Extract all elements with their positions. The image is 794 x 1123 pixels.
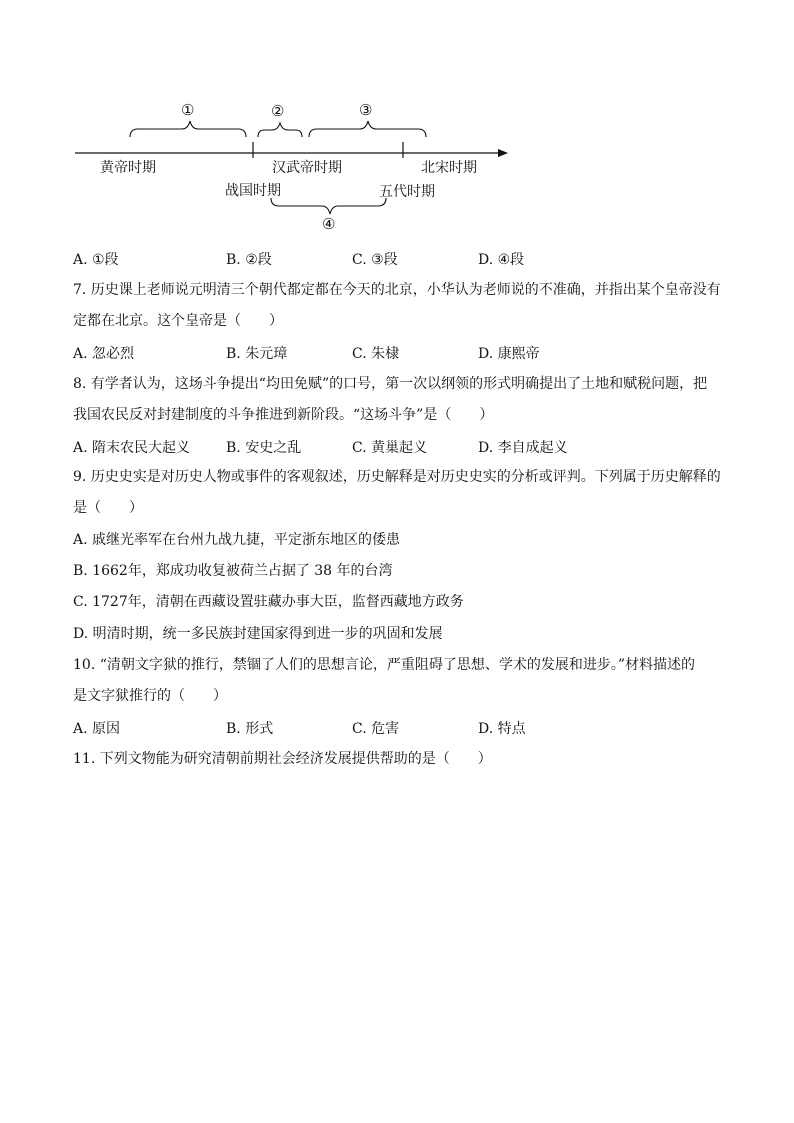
q9-option-b[interactable]: B. 1662年，郑成功收复被荷兰占据了 38 年的台湾 <box>73 563 393 579</box>
q9-option-c[interactable]: C. 1727年，清朝在西藏设置驻藏办事大臣，监督西藏地方政务 <box>73 594 464 610</box>
q10-stem-line2: 是文字狱推行的（ ） <box>73 688 227 704</box>
q9-option-a[interactable]: A. 戚继光率军在台州九战九捷，平定浙东地区的倭患 <box>73 532 401 548</box>
q6-option-d[interactable]: D. ④段 <box>478 252 525 268</box>
timeline-mark-3: ③ <box>359 101 373 119</box>
q7-stem-line2: 定都在北京。这个皇帝是（ ） <box>73 313 283 329</box>
q10-option-d[interactable]: D. 特点 <box>478 721 526 737</box>
q8-option-b[interactable]: B. 安史之乱 <box>226 440 302 456</box>
q7-option-c[interactable]: C. 朱棣 <box>352 346 400 362</box>
q7-option-a[interactable]: A. 忽必烈 <box>73 346 135 362</box>
q7-option-d[interactable]: D. 康熙帝 <box>478 346 540 362</box>
q7-stem-line1: 7. 历史课上老师说元明清三个朝代都定都在今天的北京，小华认为老师说的不准确，并指出某个皇帝没有 <box>73 282 721 298</box>
q8-option-d[interactable]: D. 李自成起义 <box>478 440 568 456</box>
q6-option-b[interactable]: B. ②段 <box>226 252 272 268</box>
q9-stem-line1: 9. 历史史实是对历史人物或事件的客观叙述，历史解释是对历史史实的分析或评判。下列属于历史解释的 <box>73 469 721 485</box>
q8-stem-line2: 我国农民反对封建制度的斗争推进到新阶段。“这场斗争”是（ ） <box>73 407 494 423</box>
brace-1 <box>130 121 246 137</box>
label-huangdi: 黄帝时期 <box>100 160 156 176</box>
q10-option-a[interactable]: A. 原因 <box>73 721 121 737</box>
timeline-mark-1: ① <box>181 101 195 119</box>
brace-3 <box>309 121 426 137</box>
q6-option-a[interactable]: A. ①段 <box>73 252 119 268</box>
brace-4 <box>271 198 386 214</box>
label-wudai: 五代时期 <box>379 184 435 200</box>
q10-option-b[interactable]: B. 形式 <box>226 721 274 737</box>
timeline-arrow-icon <box>498 149 508 157</box>
q9-stem-line2: 是（ ） <box>73 500 143 516</box>
q9-option-d[interactable]: D. 明清时期，统一多民族封建国家得到进一步的巩固和发展 <box>73 626 443 642</box>
brace-2 <box>258 123 302 137</box>
label-zhanguo: 战国时期 <box>225 183 281 199</box>
timeline-figure <box>66 96 526 246</box>
timeline-mark-4: ④ <box>322 215 336 233</box>
timeline-mark-2: ② <box>271 102 285 120</box>
q8-option-a[interactable]: A. 隋末农民大起义 <box>73 440 191 456</box>
q10-option-c[interactable]: C. 危害 <box>352 721 400 737</box>
q10-stem-line1: 10. “清朝文字狱的推行，禁锢了人们的思想言论，严重阻碍了思想、学术的发展和进步。”材料描述的 <box>73 657 696 673</box>
q6-option-c[interactable]: C. ③段 <box>352 252 398 268</box>
q7-option-b[interactable]: B. 朱元璋 <box>226 346 288 362</box>
q8-stem-line1: 8. 有学者认为，这场斗争提出“均田免赋”的口号，第一次以纲领的形式明确提出了土地和赋税问题，把 <box>73 376 708 392</box>
q8-option-c[interactable]: C. 黄巢起义 <box>352 440 428 456</box>
label-hanwudi: 汉武帝时期 <box>272 160 342 176</box>
label-beisong: 北宋时期 <box>421 160 477 176</box>
q11-stem-line1: 11. 下列文物能为研究清朝前期社会经济发展提供帮助的是（ ） <box>73 751 492 767</box>
